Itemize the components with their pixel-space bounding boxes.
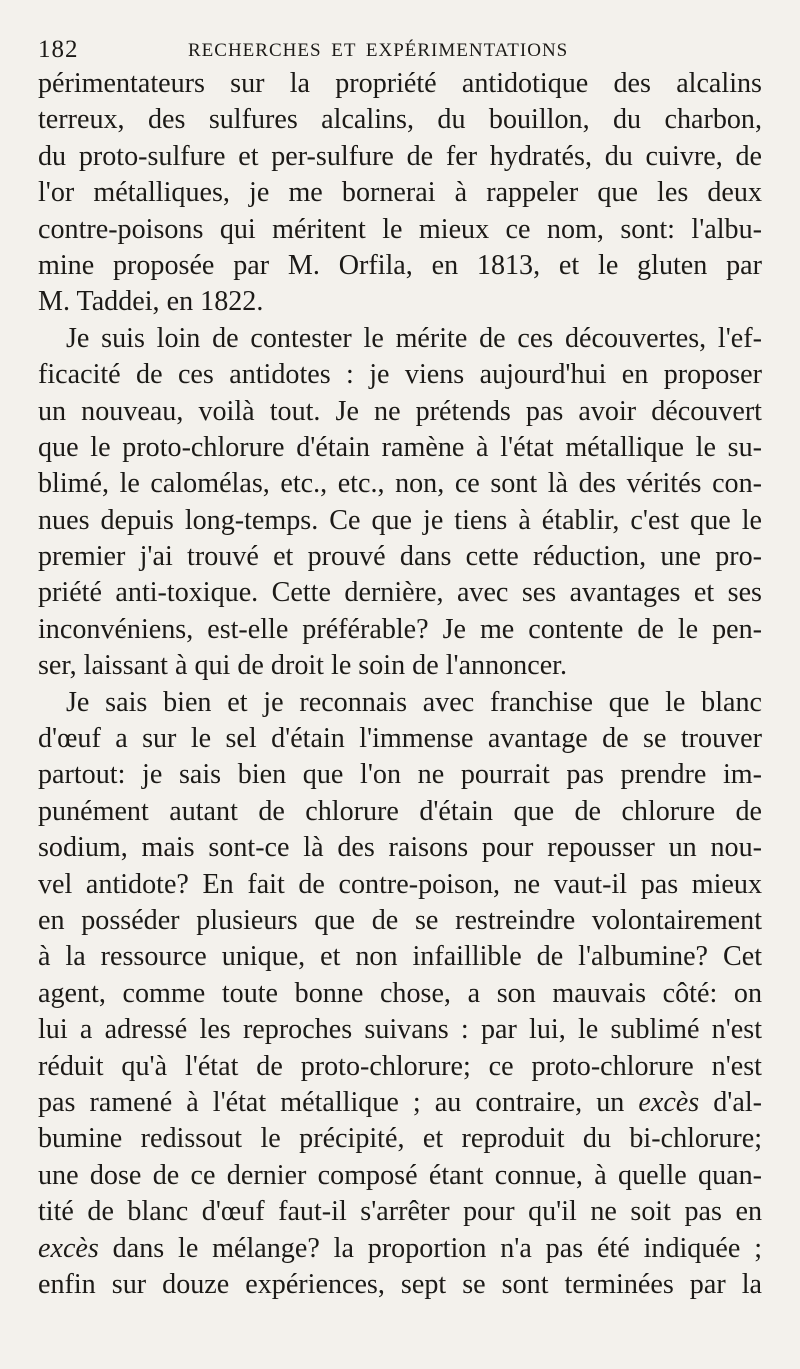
text-line: sodium, mais sont-ce là des raisons pour repousser un nou- (38, 832, 762, 864)
text-line: M. Taddei, en 1822. (38, 286, 264, 318)
text-line: en posséder plusieurs que de se restreindre volontairement (38, 904, 762, 936)
text-line: inconvéniens, est-elle préférable? Je me contente de le pen- (38, 613, 762, 645)
text-line: ficacité de ces antidotes : je viens aujourd'hui en proposer (38, 359, 762, 391)
text-line: un nouveau, voilà tout. Je ne prétends pas avoir découvert (38, 395, 762, 427)
body-text (38, 66, 762, 1303)
paragraph-1 (38, 66, 762, 321)
text-line: nues depuis long-temps. Ce que je tiens à établir, c'est que le (38, 504, 762, 536)
text-line: du proto-sulfure et per-sulfure de fer hydratés, du cuivre, de (38, 140, 762, 172)
text-line: que le proto-chlorure d'étain ramène à l'état métallique le su- (38, 431, 762, 463)
italic-word: excès (638, 1086, 700, 1118)
text-line: ser, laissant à qui de droit le soin de l'annoncer. (38, 650, 567, 682)
text-line: lui a adressé les reproches suivans : par lui, le sublimé n'est (38, 1014, 762, 1046)
text-line: premier j'ai trouvé et prouvé dans cette réduction, une pro- (38, 541, 762, 573)
paragraph-3 (38, 685, 762, 1304)
text-line: à la ressource unique, et non infaillible de l'albumine? Cet (38, 941, 762, 973)
text-line: enfin sur douze expériences, sept se sont terminées par la (38, 1268, 762, 1300)
page-number: 182 (38, 36, 79, 63)
text-line: réduit qu'à l'état de proto-chlorure; ce proto-chlorure n'est (38, 1050, 762, 1082)
text-line: agent, comme toute bonne chose, a son mauvais côté: on (38, 977, 762, 1009)
text-line: pas ramené à l'état métallique ; au contraire, un excès d'al- (38, 1086, 763, 1118)
running-head-title: RECHERCHES ET EXPÉRIMENTATIONS (188, 40, 569, 61)
running-head (38, 26, 762, 66)
text-line: d'œuf a sur le sel d'étain l'immense avantage de se trouver (38, 723, 762, 755)
text-line: partout: je sais bien que l'on ne pourrait pas prendre im- (38, 759, 762, 791)
text-line: punément autant de chlorure d'étain que de chlorure de (38, 795, 762, 827)
text-line: l'or métalliques, je me bornerai à rappeler que les deux (38, 177, 762, 209)
paragraph-2 (38, 321, 762, 685)
text-line: priété anti-toxique. Cette dernière, avec ses avantages et ses (38, 577, 762, 609)
text-line: Je sais bien et je reconnais avec franchise que le blanc (66, 686, 762, 718)
text-line: blimé, le calomélas, etc., etc., non, ce sont là des vérités con- (38, 468, 762, 500)
text-line: excès dans le mélange? la proportion n'a pas été indiquée ; (38, 1232, 762, 1264)
text-line: vel antidote? En fait de contre-poison, ne vaut-il pas mieux (38, 868, 762, 900)
text-line: mine proposée par M. Orfila, en 1813, et le gluten par (38, 249, 762, 281)
text-line: contre-poisons qui méritent le mieux ce nom, sont: l'albu- (38, 213, 762, 245)
text-line: bumine redissout le précipité, et reproduit du bi-chlorure; (38, 1123, 762, 1155)
text-line: terreux, des sulfures alcalins, du bouillon, du charbon, (38, 104, 762, 136)
italic-word: excès (38, 1232, 99, 1264)
text-line: tité de blanc d'œuf faut-il s'arrêter pour qu'il ne soit pas en (38, 1196, 762, 1228)
text-line: Je suis loin de contester le mérite de ces découvertes, l'ef- (66, 322, 762, 354)
text-line: une dose de ce dernier composé étant connue, à quelle quan- (38, 1159, 762, 1191)
text-line: périmentateurs sur la propriété antidotique des alcalins (38, 68, 762, 99)
